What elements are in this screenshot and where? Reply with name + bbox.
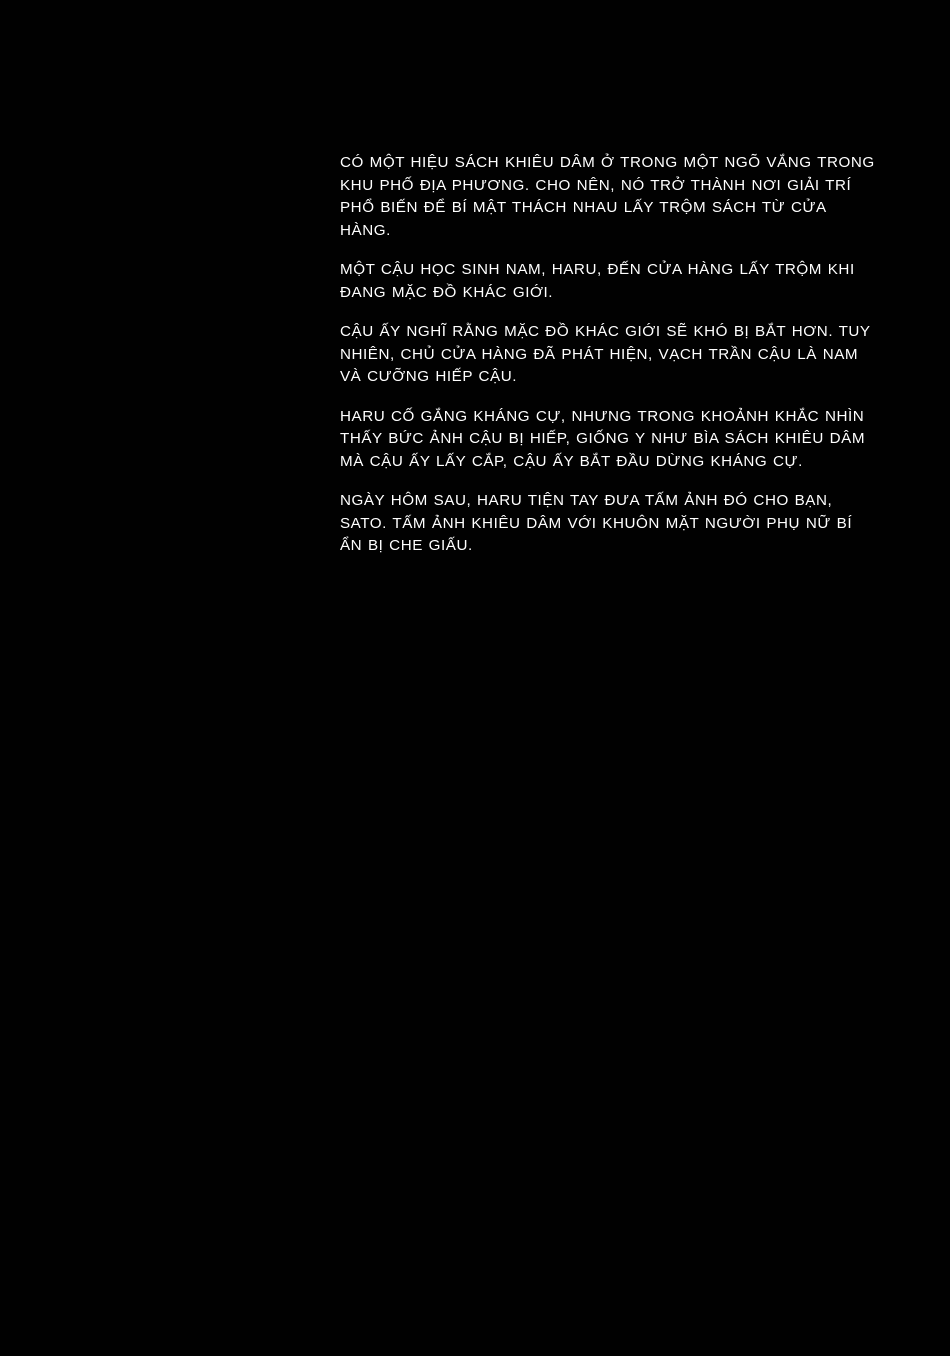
story-paragraph-3: CẬU ẤY NGHĨ RẰNG MẶC ĐỒ KHÁC GIỚI SẼ KHÓ BỊ BẮT HƠN. TUY NHIÊN, CHỦ CỬA HÀNG ĐÃ PHÁT HIỆN, VẠCH TRẦN CẬU LÀ NAM VÀ CƯỠNG HIẾP CẬU. bbox=[340, 323, 871, 385]
story-paragraph-4: HARU CỐ GẮNG KHÁNG CỰ, NHƯNG TRONG KHOẢNH KHẮC NHÌN THẤY BỨC ẢNH CẬU BỊ HIẾP, GIỐNG Y NHƯ BÌA SÁCH KHIÊU DÂM MÀ CẬU ẤY LẤY CẮP, CẬU ẤY BẮT ĐẦU DỪNG KHÁNG CỰ. bbox=[340, 407, 866, 470]
story-paragraph-1: CÓ MỘT HIỆU SÁCH KHIÊU DÂM Ở TRONG MỘT NGÕ VẮNG TRONG KHU PHỐ ĐỊA PHƯƠNG. CHO NÊN, NÓ TRỞ THÀNH NƠI GIẢI TRÍ PHỔ BIẾN ĐỂ BÍ MẬT THÁCH NHAU LẤY TRỘM SÁCH TỪ CỬA HÀNG. bbox=[340, 154, 875, 239]
story-paragraph-2: MỘT CẬU HỌC SINH NAM, HARU, ĐẾN CỬA HÀNG LẤY TRỘM KHI ĐANG MẶC ĐỒ KHÁC GIỚI. bbox=[340, 261, 855, 301]
story-paragraph-5: NGÀY HÔM SAU, HARU TIỆN TAY ĐƯA TẤM ẢNH ĐÓ CHO BẠN, SATO. TẤM ẢNH KHIÊU DÂM VỚI KHUÔN MẶT NGƯỜI PHỤ NỮ BÍ ẨN BỊ CHE GIẤU. bbox=[340, 492, 853, 554]
story-text-block bbox=[340, 152, 880, 558]
